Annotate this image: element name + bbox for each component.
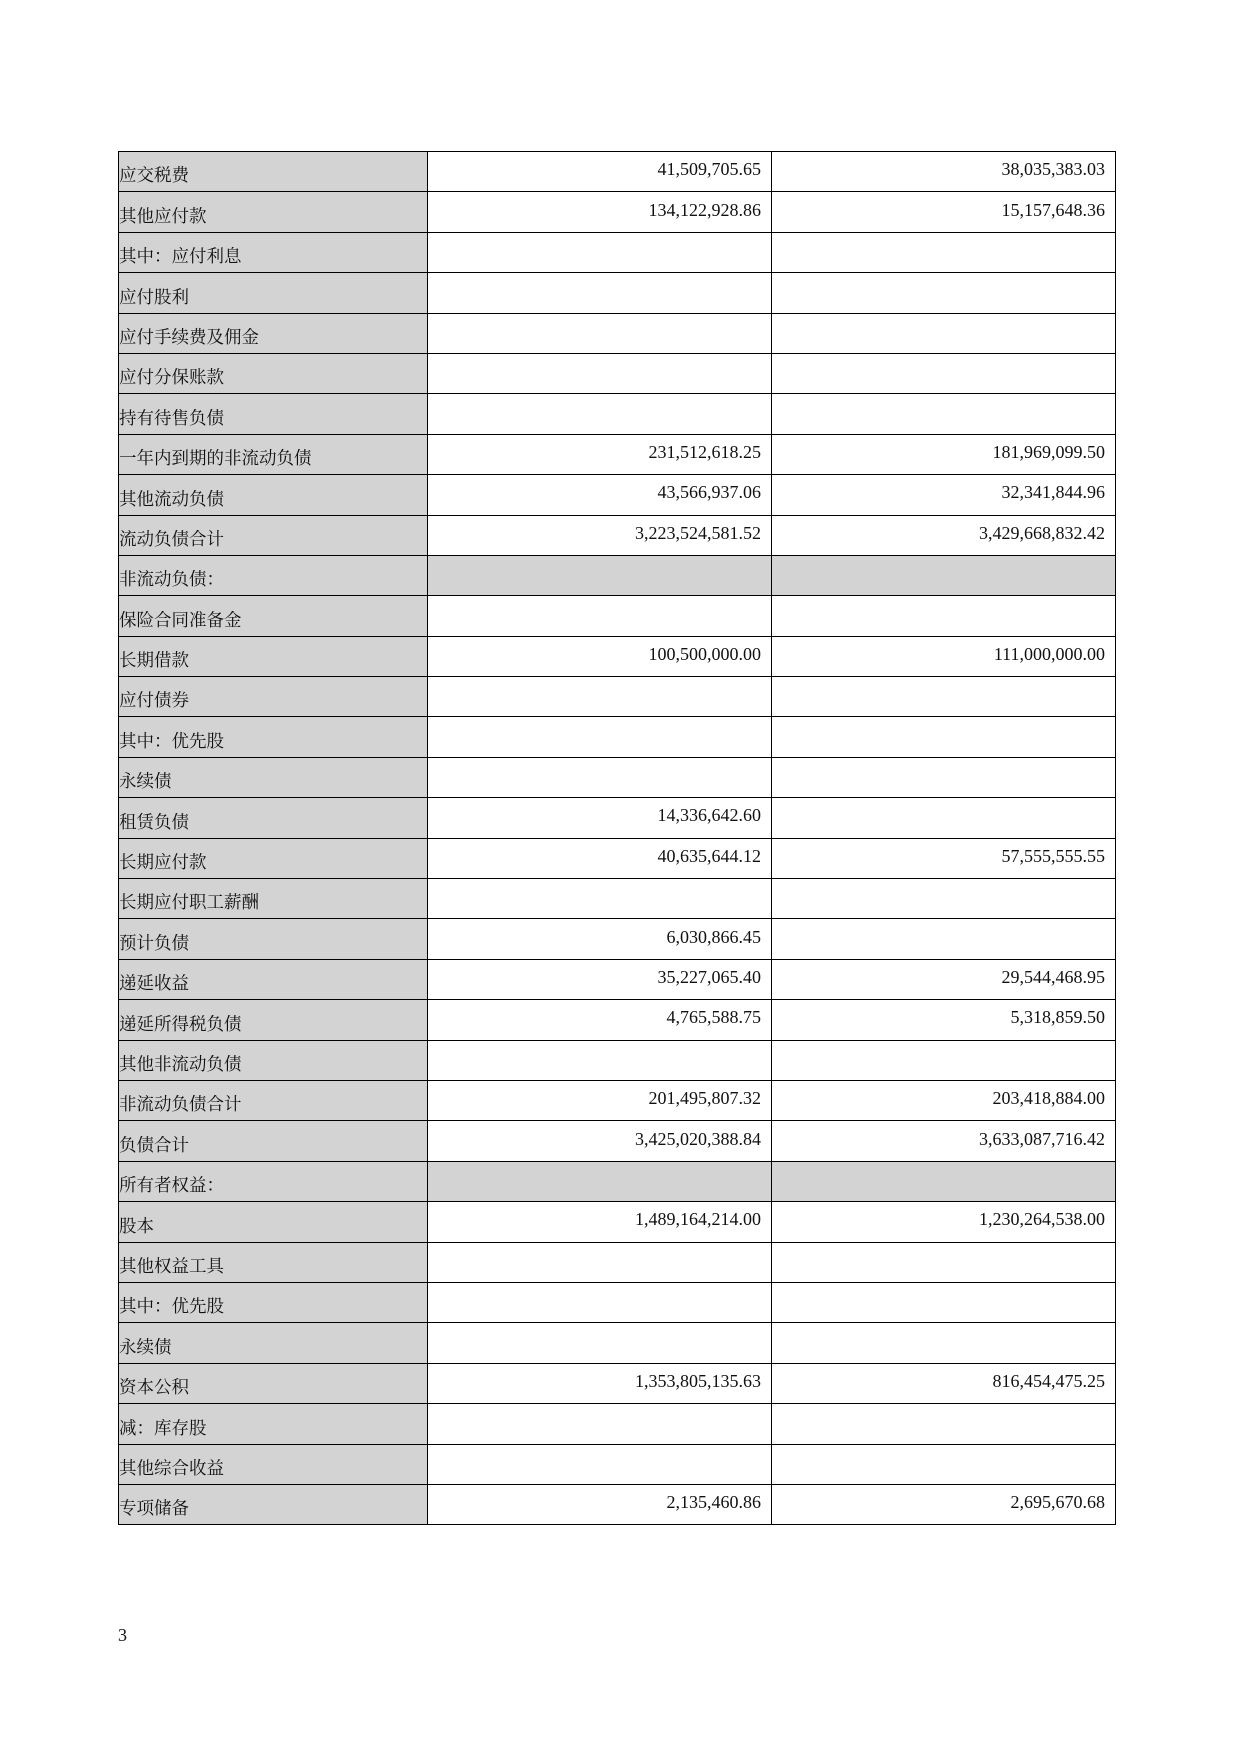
current-period-value	[428, 232, 772, 272]
prior-period-value: 816,454,475.25	[772, 1363, 1116, 1403]
row-label: 应付分保账款	[119, 353, 428, 393]
prior-period-value: 29,544,468.95	[772, 959, 1116, 999]
row-label: 其中：应付利息	[119, 232, 428, 272]
table-row	[119, 1282, 1116, 1322]
prior-period-value	[772, 1444, 1116, 1484]
section-header-row	[119, 555, 1116, 595]
row-label: 租赁负债	[119, 798, 428, 838]
row-label: 股本	[119, 1202, 428, 1242]
table-row	[119, 394, 1116, 434]
current-period-value: 35,227,065.40	[428, 959, 772, 999]
current-period-value	[428, 879, 772, 919]
row-label: 保险合同准备金	[119, 596, 428, 636]
prior-period-value	[772, 1040, 1116, 1080]
current-period-value: 1,489,164,214.00	[428, 1202, 772, 1242]
current-period-value: 4,765,588.75	[428, 1000, 772, 1040]
current-period-value	[428, 1242, 772, 1282]
current-period-value: 43,566,937.06	[428, 475, 772, 515]
prior-period-value	[772, 353, 1116, 393]
current-period-value: 40,635,644.12	[428, 838, 772, 878]
current-period-value	[428, 1404, 772, 1444]
row-label: 资本公积	[119, 1363, 428, 1403]
current-period-value	[428, 596, 772, 636]
table-row	[119, 313, 1116, 353]
table-row	[119, 1040, 1116, 1080]
current-period-value: 2,135,460.86	[428, 1484, 772, 1524]
row-label: 其中：优先股	[119, 1282, 428, 1322]
row-label: 其他非流动负债	[119, 1040, 428, 1080]
row-label: 专项储备	[119, 1484, 428, 1524]
table-row	[119, 1202, 1116, 1242]
prior-period-value	[772, 1161, 1116, 1201]
current-period-value	[428, 1282, 772, 1322]
current-period-value: 1,353,805,135.63	[428, 1363, 772, 1403]
row-label: 其中：优先股	[119, 717, 428, 757]
row-label: 长期借款	[119, 636, 428, 676]
prior-period-value	[772, 1282, 1116, 1322]
table-row	[119, 1404, 1116, 1444]
current-period-value	[428, 1323, 772, 1363]
row-label: 非流动负债合计	[119, 1080, 428, 1120]
table-row	[119, 677, 1116, 717]
current-period-value	[428, 1444, 772, 1484]
table-row	[119, 596, 1116, 636]
current-period-value: 6,030,866.45	[428, 919, 772, 959]
prior-period-value	[772, 879, 1116, 919]
row-label: 持有待售负债	[119, 394, 428, 434]
row-label: 应付债券	[119, 677, 428, 717]
row-label: 流动负债合计	[119, 515, 428, 555]
row-label: 递延收益	[119, 959, 428, 999]
table-row	[119, 1484, 1116, 1524]
current-period-value	[428, 717, 772, 757]
table-row	[119, 1363, 1116, 1403]
prior-period-value: 111,000,000.00	[772, 636, 1116, 676]
prior-period-value: 15,157,648.36	[772, 192, 1116, 232]
prior-period-value	[772, 596, 1116, 636]
prior-period-value	[772, 677, 1116, 717]
current-period-value: 100,500,000.00	[428, 636, 772, 676]
table-row	[119, 152, 1116, 192]
table-row	[119, 717, 1116, 757]
table-row	[119, 959, 1116, 999]
table-row	[119, 838, 1116, 878]
table-row	[119, 192, 1116, 232]
current-period-value: 3,223,524,581.52	[428, 515, 772, 555]
section-header-row	[119, 1161, 1116, 1201]
row-label: 所有者权益：	[119, 1161, 428, 1201]
prior-period-value	[772, 555, 1116, 595]
row-label: 应付股利	[119, 273, 428, 313]
table-row	[119, 636, 1116, 676]
row-label: 负债合计	[119, 1121, 428, 1161]
prior-period-value	[772, 273, 1116, 313]
row-label: 永续债	[119, 1323, 428, 1363]
current-period-value: 201,495,807.32	[428, 1080, 772, 1120]
current-period-value	[428, 1040, 772, 1080]
table-row	[119, 1121, 1116, 1161]
prior-period-value	[772, 798, 1116, 838]
prior-period-value: 2,695,670.68	[772, 1484, 1116, 1524]
current-period-value: 14,336,642.60	[428, 798, 772, 838]
table-row	[119, 353, 1116, 393]
row-label: 减：库存股	[119, 1404, 428, 1444]
page-number: 3	[118, 1625, 127, 1645]
prior-period-value	[772, 313, 1116, 353]
table-row	[119, 232, 1116, 272]
table-row	[119, 879, 1116, 919]
prior-period-value: 57,555,555.55	[772, 838, 1116, 878]
prior-period-value	[772, 394, 1116, 434]
current-period-value: 134,122,928.86	[428, 192, 772, 232]
table-row	[119, 919, 1116, 959]
prior-period-value: 1,230,264,538.00	[772, 1202, 1116, 1242]
prior-period-value	[772, 1323, 1116, 1363]
prior-period-value	[772, 1404, 1116, 1444]
table-row	[119, 1242, 1116, 1282]
table-row	[119, 1444, 1116, 1484]
current-period-value	[428, 677, 772, 717]
prior-period-value	[772, 757, 1116, 797]
prior-period-value	[772, 919, 1116, 959]
table-row	[119, 515, 1116, 555]
prior-period-value: 3,429,668,832.42	[772, 515, 1116, 555]
row-label: 其他流动负债	[119, 475, 428, 515]
current-period-value: 41,509,705.65	[428, 152, 772, 192]
prior-period-value	[772, 1242, 1116, 1282]
row-label: 应交税费	[119, 152, 428, 192]
table-row	[119, 1080, 1116, 1120]
row-label: 永续债	[119, 757, 428, 797]
prior-period-value	[772, 232, 1116, 272]
table-row	[119, 434, 1116, 474]
current-period-value: 231,512,618.25	[428, 434, 772, 474]
current-period-value	[428, 1161, 772, 1201]
row-label: 长期应付职工薪酬	[119, 879, 428, 919]
table-row	[119, 798, 1116, 838]
row-label: 一年内到期的非流动负债	[119, 434, 428, 474]
row-label: 非流动负债：	[119, 555, 428, 595]
prior-period-value	[772, 717, 1116, 757]
prior-period-value: 181,969,099.50	[772, 434, 1116, 474]
prior-period-value: 32,341,844.96	[772, 475, 1116, 515]
prior-period-value: 38,035,383.03	[772, 152, 1116, 192]
current-period-value	[428, 273, 772, 313]
current-period-value	[428, 313, 772, 353]
row-label: 其他综合收益	[119, 1444, 428, 1484]
prior-period-value: 3,633,087,716.42	[772, 1121, 1116, 1161]
current-period-value	[428, 353, 772, 393]
table-row	[119, 1000, 1116, 1040]
current-period-value: 3,425,020,388.84	[428, 1121, 772, 1161]
table-row	[119, 475, 1116, 515]
row-label: 其他应付款	[119, 192, 428, 232]
current-period-value	[428, 394, 772, 434]
prior-period-value: 5,318,859.50	[772, 1000, 1116, 1040]
current-period-value	[428, 555, 772, 595]
row-label: 应付手续费及佣金	[119, 313, 428, 353]
row-label: 其他权益工具	[119, 1242, 428, 1282]
row-label: 长期应付款	[119, 838, 428, 878]
balance-sheet-body	[119, 152, 1116, 1525]
row-label: 递延所得税负债	[119, 1000, 428, 1040]
prior-period-value: 203,418,884.00	[772, 1080, 1116, 1120]
table-row	[119, 757, 1116, 797]
balance-sheet-table	[118, 151, 1116, 1525]
table-row	[119, 1323, 1116, 1363]
current-period-value	[428, 757, 772, 797]
row-label: 预计负债	[119, 919, 428, 959]
table-row	[119, 273, 1116, 313]
